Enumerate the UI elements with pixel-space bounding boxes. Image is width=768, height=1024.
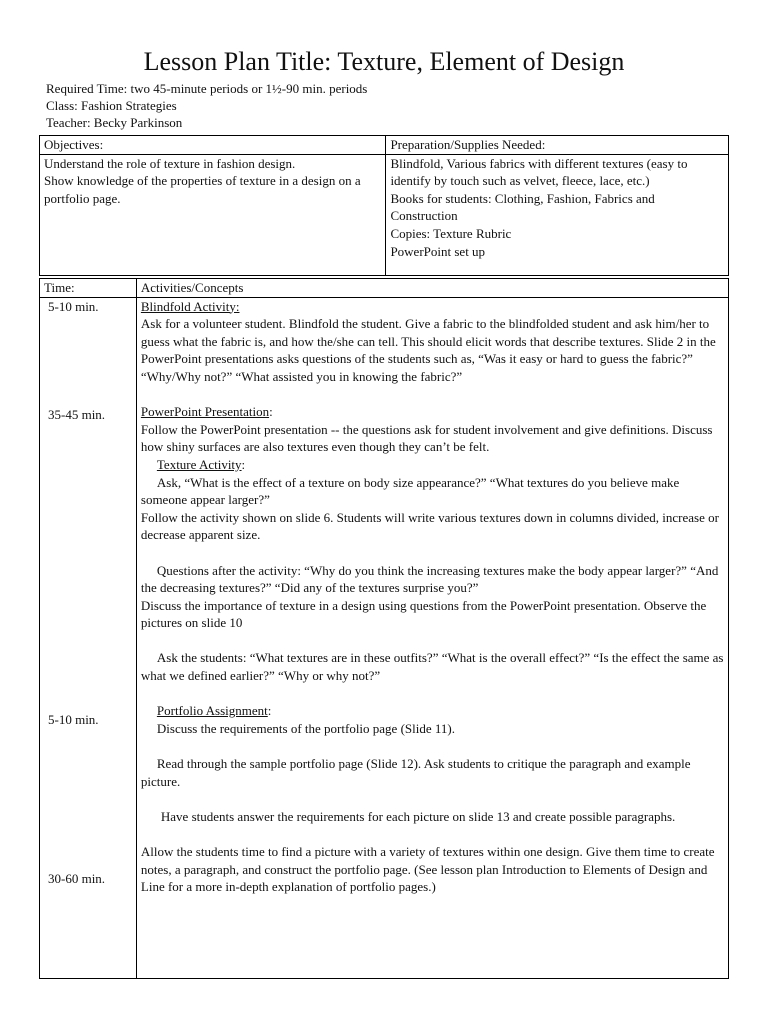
powerpoint-heading: PowerPoint Presentation — [140, 404, 270, 420]
required-time: Required Time: two 45-minute periods or 1½-90 min. periods — [46, 81, 368, 96]
time-column — [44, 298, 132, 978]
texture-discuss: Discuss the importance of texture in a design using questions from the PowerPoint presentation. Observe the pictures on slide 10 — [140, 597, 707, 631]
time-entry: 5-10 min. — [48, 711, 99, 727]
blindfold-text: Ask for a volunteer student. Blindfold the student. Give a fabric to the blindfolded student and ask him/her to guess what the fabric is, and how the/she can tell. This should elicit words that describe textures. Slide 2 in the PowerPoint presentations asks questions of the students such as, “Was it easy or hard to guess the fabric?” “Why/Why not?” “What assisted you in knowing the fabric?” — [140, 316, 716, 384]
page-title: Lesson Plan Title: Texture, Element of Design — [143, 47, 625, 76]
portfolio-have-text: Have students answer the requirements for each picture on slide 13 and create possible paragraphs. — [160, 808, 676, 824]
objective-item: Show knowledge of the properties of texture in a design on a portfolio page. — [44, 173, 361, 206]
portfolio-have — [141, 808, 724, 826]
texture-ask — [141, 474, 724, 509]
texture-ask-students — [141, 649, 724, 684]
objectives-table — [39, 135, 729, 276]
activities-body-row — [40, 297, 729, 978]
supply-item: Books for students: Clothing, Fashion, Fabrics and Construction — [390, 190, 655, 224]
portfolio-read-text: Read through the sample portfolio page (Slide 12). Ask students to critique the paragraph and example picture. — [140, 756, 691, 789]
time-entry: 5-10 min. — [48, 298, 99, 314]
heading-suffix: : — [269, 404, 273, 420]
activities-header: Activities/Concepts — [136, 279, 728, 298]
texture-heading: Texture Activity — [156, 456, 242, 472]
teacher-name: Teacher: Becky Parkinson — [46, 115, 183, 130]
activities-header-row — [40, 279, 729, 298]
supply-item: Blindfold, Various fabrics with different textures (easy to identify by touch such as velvet, fleece, lace, etc.) — [390, 155, 688, 189]
time-header: Time: — [40, 279, 137, 298]
texture-ask-text: Ask, “What is the effect of a texture on body size appearance?” “What textures do you believe make someone appear larger?” — [140, 474, 680, 508]
objectives-header-row — [40, 136, 729, 155]
objectives-body-row — [40, 154, 729, 275]
powerpoint-text: Follow the PowerPoint presentation -- the questions ask for student involvement and give definitions. Discuss how shiny surfaces are also textures even though they can’t be felt. — [140, 421, 713, 455]
portfolio-allow: Allow the students time to find a picture with a variety of textures within one design. Give them time to create notes, a paragraph, and construct the portfolio page. (See lesson plan Introduction to Elements of Design and Line for a more in-depth explanation of portfolio pages.) — [140, 844, 715, 895]
activities-table — [39, 278, 729, 979]
texture-follow: Follow the activity shown on slide 6. Students will write various textures down in columns divided, increase or decrease apparent size. — [140, 509, 719, 543]
blindfold-heading: Blindfold Activity: — [140, 298, 240, 314]
objective-item: Understand the role of texture in fashion design. — [44, 155, 296, 171]
supplies-cell — [386, 154, 729, 275]
lesson-meta — [46, 80, 367, 131]
portfolio-discuss: Discuss the requirements of the portfolio page (Slide 11). — [156, 720, 455, 736]
time-entry: 35-45 min. — [48, 406, 106, 422]
heading-suffix: : — [267, 703, 272, 719]
supplies-header: Preparation/Supplies Needed: — [386, 136, 729, 155]
time-entry: 30-60 min. — [48, 870, 106, 886]
portfolio-heading: Portfolio Assignment — [156, 703, 268, 719]
supply-item: Copies: Texture Rubric — [390, 225, 512, 241]
supply-item: PowerPoint set up — [390, 243, 486, 259]
texture-ask-students-text: Ask the students: “What textures are in these outfits?” “What is the overall effect?” “Is the effect the same as what we defined earlier?” “Why or why not?” — [140, 650, 724, 684]
objectives-header: Objectives: — [40, 136, 386, 155]
texture-questions-text: Questions after the activity: “Why do you think the increasing textures make the body appear larger?” “And the decreasing textures?” “Did any of the textures surprise you?” — [140, 562, 719, 596]
texture-questions — [141, 562, 724, 597]
portfolio-read — [141, 755, 724, 790]
activities-cell — [136, 297, 728, 978]
class-name: Class: Fashion Strategies — [46, 98, 177, 113]
heading-suffix: : — [241, 456, 246, 472]
objectives-cell — [40, 154, 386, 275]
time-cell — [40, 297, 137, 978]
